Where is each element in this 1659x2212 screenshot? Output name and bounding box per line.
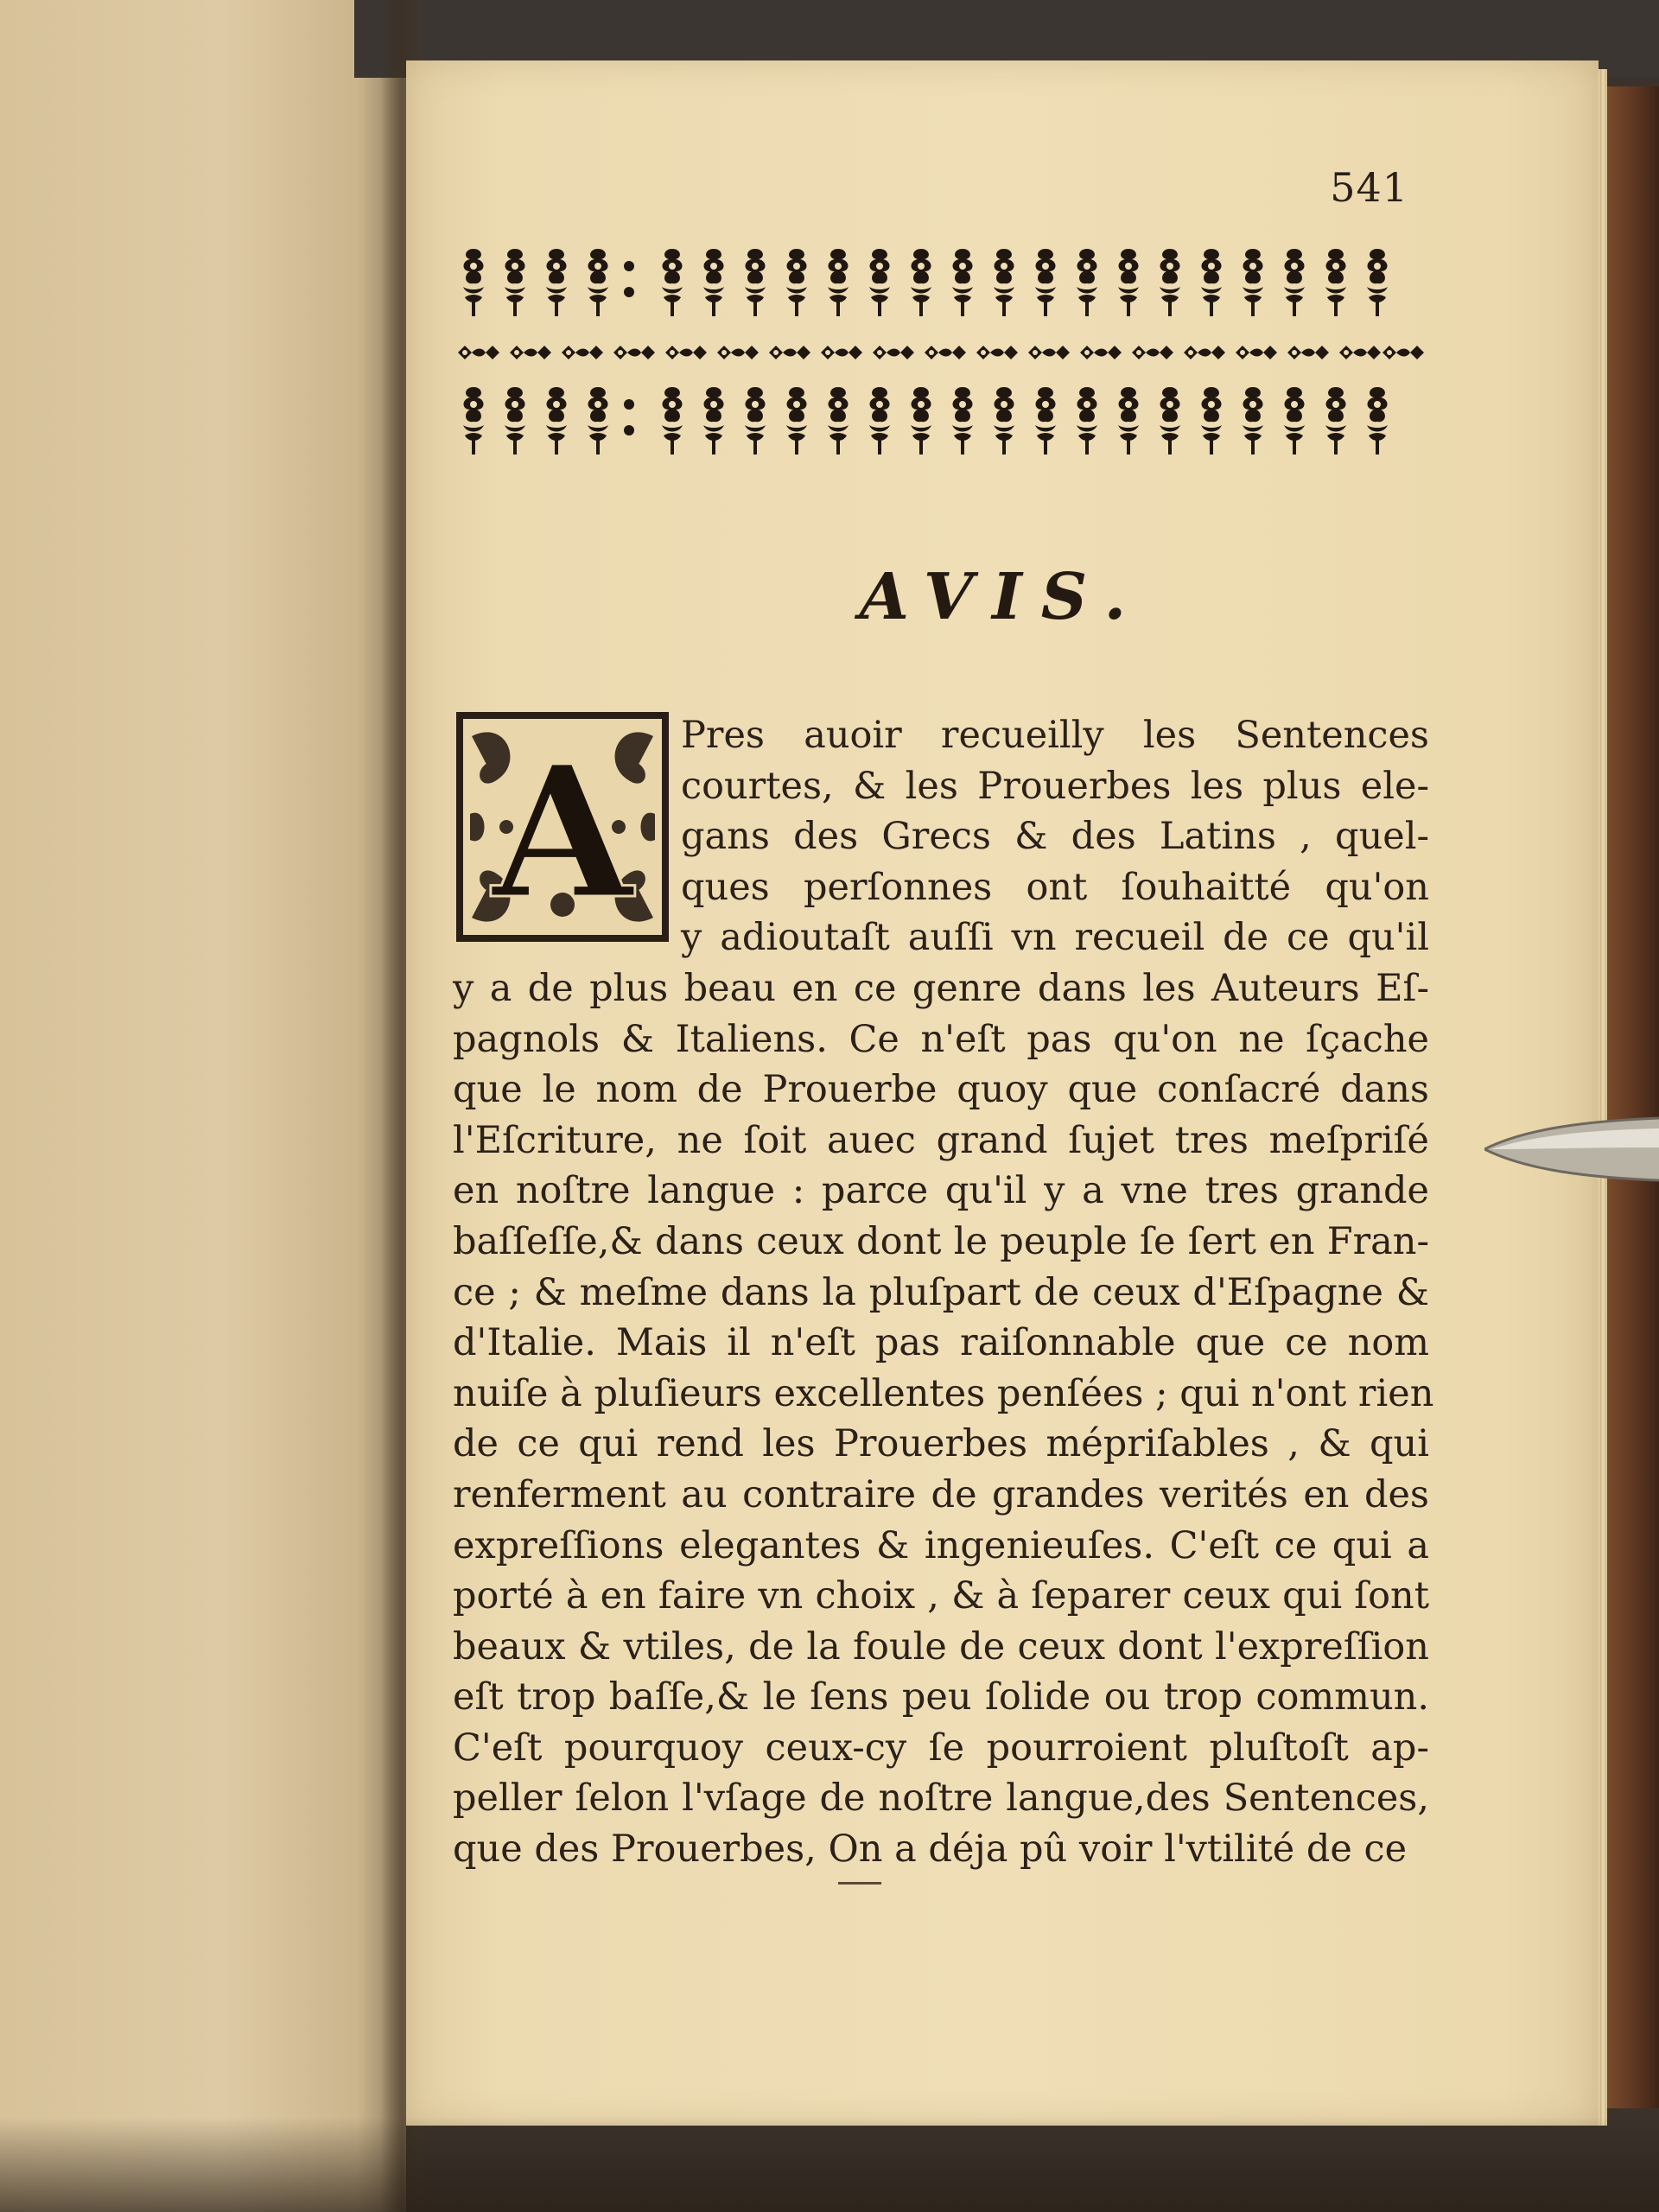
text-line: beaux & vtiles, de la foule de ceux dont l'expreſſion: [453, 1624, 1429, 1669]
bottom-shadow: [0, 2117, 1659, 2212]
text-line: ques perſonnes ont ſouhaitté qu'on: [681, 865, 1429, 909]
body-text: [453, 710, 1434, 1875]
headpiece-ornament-icon: [456, 240, 1424, 513]
text-line: peller ſelon l'vſage de noſtre langue,des Sentences,: [453, 1777, 1429, 1821]
text-line: de ce qui rend les Prouerbes mépriſables , & qui: [453, 1422, 1429, 1466]
right-page: [406, 60, 1599, 2126]
letter-opener-icon: [1484, 1106, 1659, 1192]
ornamental-headpiece: [456, 240, 1424, 513]
text-line: courtes, & les Prouerbes les plus ele-: [681, 764, 1429, 808]
text-line: y a de plus beau en ce genre dans les Auteurs Eſ-: [453, 966, 1429, 1010]
text-line: que des Prouerbes, On a déja pû voir l'vtilité de ce: [453, 1827, 1408, 1872]
text-line: d'Italie. Mais il n'eſt pas raiſonnable que ce nom: [453, 1321, 1429, 1365]
text-line: que le nom de Prouerbe quoy que conſacré dans: [453, 1068, 1429, 1112]
text-line: pagnols & Italiens. Ce n'eſt pas qu'on ne ſçache: [453, 1017, 1429, 1061]
text-line: C'eſt pourquoy ceux-cy ſe pourroient pluſtoſt ap-: [453, 1726, 1429, 1770]
text-line: porté à en faire vn choix , & à ſeparer ceux qui ſont: [453, 1574, 1429, 1618]
catchword-mark: [838, 1882, 881, 1885]
page-number: 541: [1330, 164, 1408, 211]
text-line: y adioutaſt auſſi vn recueil de ce qu'il: [681, 916, 1429, 960]
text-line: expreſſions elegantes & ingenieuſes. C'eſt ce qui a: [453, 1523, 1429, 1567]
text-line: renferment au contraire de grandes verités en des: [453, 1472, 1429, 1516]
leather-cover: [1607, 86, 1659, 2108]
page-title: AVIS.: [859, 560, 1146, 634]
text-line: en noſtre langue : parce qu'il y a vne tres grande: [453, 1169, 1429, 1213]
text-line: nuiſe à pluſieurs excellentes penſées ; qui n'ont rien: [453, 1371, 1434, 1415]
text-line: gans des Grecs & des Latins , quel-: [681, 815, 1429, 859]
text-line: eſt trop baſſe,& le ſens peu ſolide ou trop commun.: [453, 1675, 1429, 1719]
text-line: l'Eſcriture, ne ſoit auec grand ſujet tres meſpriſé: [453, 1118, 1429, 1162]
text-line: ce ; & meſme dans la pluſpart de ceux d'Eſpagne &: [453, 1270, 1429, 1314]
left-page: [0, 0, 406, 2212]
text-line: Pres auoir recueilly les Sentences: [681, 714, 1429, 757]
text-line: baſſeſſe,& dans ceux dont le peuple ſe ſert en Fran-: [453, 1219, 1429, 1263]
svg-text:A: A: [492, 726, 633, 939]
